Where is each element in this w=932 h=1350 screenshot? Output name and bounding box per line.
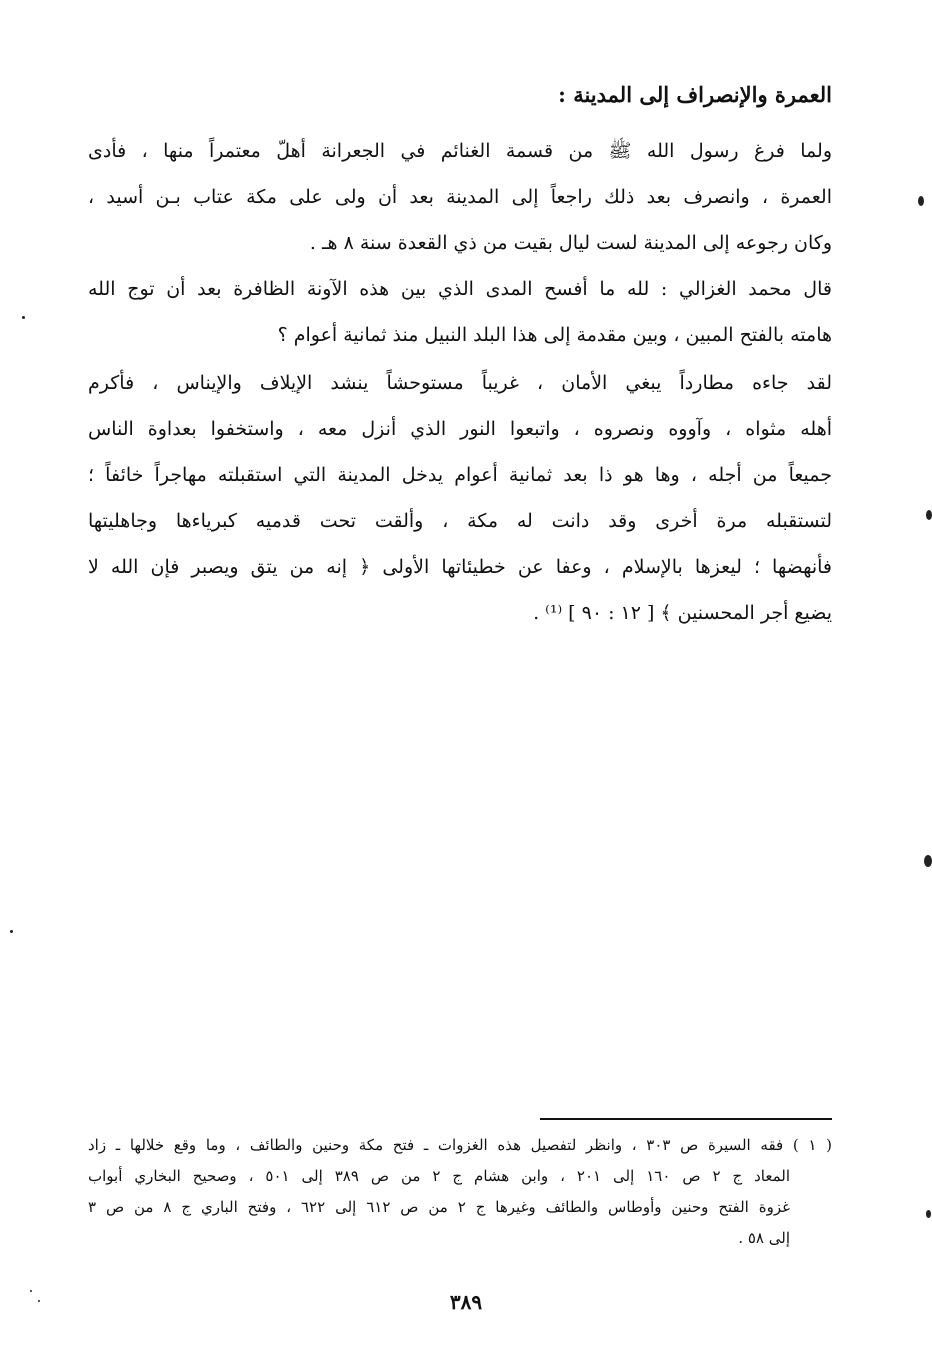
footnote-line: غزوة الفتح وحنين وأوطاس والطائف وغيرها ج ٢ من ص ٦١٢ إلى ٦٢٢ ، وفتح الباري ج ٨ من ص ٣ bbox=[88, 1198, 790, 1216]
scan-speck bbox=[924, 855, 932, 867]
paragraph-line: ولما فرغ رسول الله ﷺ من قسمة الغنائم في الجعرانة أهلّ معتمراً منها ، فأدى bbox=[88, 140, 832, 162]
scan-speck bbox=[926, 510, 932, 520]
paragraph-line: يضيع أجر المحسنين ﴾ [ ١٢ : ٩٠ ] ⁽¹⁾ . bbox=[533, 602, 832, 624]
footnote-line: المعاد ج ٢ ص ١٦٠ إلى ٢٠١ ، وابن هشام ج ٢ من ص ٣٨٩ إلى ٥٠١ ، وصحيح البخاري أبواب bbox=[88, 1167, 790, 1185]
paragraph-line: جميعاً من أجله ، وها هو ذا بعد ثمانية أعوام يدخل المدينة التي استقبلته مهاجراً خائفاً ؛ bbox=[88, 464, 832, 486]
paragraph-line: فأنهضها ؛ ليعزها بالإسلام ، وعفا عن خطيئاتها الأولى ﴿ إنه من يتق ويصبر فإن الله لا bbox=[88, 556, 832, 578]
section-heading: العمرة والإنصراف إلى المدينة : bbox=[558, 82, 832, 107]
paragraph-line: أهله مثواه ، وآووه ونصروه ، واتبعوا النور الذي أنزل معه ، واستخفوا بعداوة الناس bbox=[88, 418, 832, 440]
footnote-divider bbox=[540, 1118, 832, 1120]
scan-speck bbox=[918, 196, 924, 206]
paragraph-line: لقد جاءه مطارداً يبغي الأمان ، غريباً مستوحشاً ينشد الإيلاف والإيناس ، فأكرم bbox=[88, 372, 832, 394]
page-number: ٣٨٩ bbox=[449, 1290, 483, 1314]
footnote-line: إلى ٥٨ . bbox=[738, 1229, 790, 1247]
paragraph-line: هامته بالفتح المبين ، وبين مقدمة إلى هذا البلد النبيل منذ ثمانية أعوام ؟ bbox=[277, 324, 832, 346]
paragraph-line: لتستقبله مرة أخرى وقد دانت له مكة ، وألقت تحت قدميه كبرياءها وجاهليتها bbox=[88, 510, 832, 532]
footnote-line: ( ١ ) فقه السيرة ص ٣٠٣ ، وانظر لتفصيل هذه الغزوات ـ فتح مكة وحنين والطائف ، وما وقع خلالها ـ زاد bbox=[88, 1136, 832, 1154]
scan-speck bbox=[926, 1210, 931, 1218]
paragraph-3 bbox=[88, 360, 832, 636]
scan-speck bbox=[10, 930, 13, 933]
paragraph-1 bbox=[88, 128, 832, 266]
paragraph-line: قال محمد الغزالي : لله ما أفسح المدى الذي بين هذه الآونة الظافرة بعد أن توج الله bbox=[88, 278, 832, 300]
paragraph-2 bbox=[88, 266, 832, 358]
scan-speck bbox=[38, 1300, 40, 1302]
paragraph-line: وكان رجوعه إلى المدينة لست ليال بقيت من ذي القعدة سنة ٨ هـ . bbox=[309, 232, 832, 254]
scan-speck bbox=[22, 316, 25, 319]
scan-speck bbox=[30, 1290, 32, 1292]
paragraph-line: العمرة ، وانصرف بعد ذلك راجعاً إلى المدينة بعد أن ولى على مكة عتاب بـن أسيد ، bbox=[88, 186, 832, 208]
footnote bbox=[88, 1130, 832, 1254]
